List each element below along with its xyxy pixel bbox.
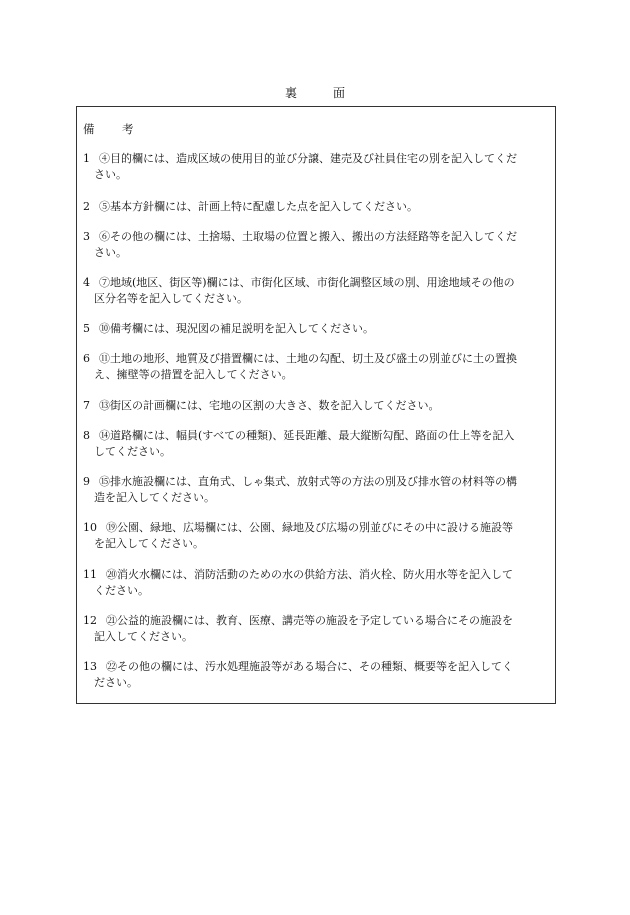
note-text: ⑩備考欄には、現況図の補足説明を記入してください。: [99, 322, 374, 335]
note-number: 11: [83, 568, 97, 581]
note-number: 10: [83, 521, 97, 534]
note-item: [83, 398, 553, 414]
note-text: ⑦地域(地区、街区等)欄には、市街化区域、市街化調整区域の別、用途地域その他の: [99, 276, 515, 289]
note-item: [83, 229, 553, 261]
note-item: [83, 428, 553, 460]
note-text: ⑪土地の地形、地質及び措置欄には、土地の勾配、切土及び盛土の別並びに土の置換: [99, 352, 517, 365]
note-text: ⑬街区の計画欄には、宅地の区割の大きさ、数を記入してください。: [99, 399, 440, 412]
note-text-continued: さい。: [94, 168, 127, 181]
note-item: [83, 199, 553, 215]
page-heading: 裏 面: [284, 86, 357, 100]
note-number: 8: [83, 429, 90, 442]
note-item: [83, 351, 553, 383]
note-text-continued: を記入してください。: [94, 537, 204, 550]
note-item: [83, 275, 553, 307]
note-number: 12: [83, 614, 97, 627]
note-text: ⑳消火水欄には、消防活動のための水の供給方法、消火栓、防火用水等を記入して: [106, 568, 513, 581]
note-item: [83, 659, 553, 691]
note-number: 6: [83, 352, 90, 365]
note-text: ㉒その他の欄には、汚水処理施設等がある場合に、その種類、概要等を記入してく: [106, 660, 513, 673]
note-number: 5: [83, 322, 90, 335]
note-item: [83, 321, 553, 337]
note-number: 2: [83, 200, 90, 213]
note-text-continued: ださい。: [94, 676, 138, 689]
note-number: 13: [83, 660, 97, 673]
note-text: ⑭道路欄には、幅員(すべての種類)、延長距離、最大縦断勾配、路面の仕上等を記入: [99, 429, 515, 442]
note-text-continued: してください。: [94, 445, 171, 458]
note-item: [83, 567, 553, 599]
note-number: 3: [83, 230, 90, 243]
note-number: 7: [83, 399, 90, 412]
note-item: [83, 151, 553, 183]
note-text: ⑥その他の欄には、土捨場、土取場の位置と搬入、搬出の方法経路等を記入してくだ: [99, 230, 517, 243]
notes-heading: 備 考: [83, 122, 142, 136]
note-number: 4: [83, 276, 90, 289]
note-item: [83, 520, 553, 552]
note-text: ④目的欄には、造成区域の使用目的並び分譲、建売及び社員住宅の別を記入してくだ: [99, 152, 517, 165]
note-number: 1: [83, 152, 90, 165]
note-item: [83, 474, 553, 506]
note-text-continued: 記入してください。: [94, 630, 193, 643]
note-text-continued: さい。: [94, 246, 127, 259]
note-text: ⑲公園、緑地、広場欄には、公園、緑地及び広場の別並びにその中に設ける施設等: [106, 521, 513, 534]
notes-box: [76, 106, 556, 704]
note-number: 9: [83, 475, 90, 488]
note-text-continued: 造を記入してください。: [94, 491, 215, 504]
note-text-continued: 区分名等を記入してください。: [94, 292, 248, 305]
note-text-continued: え、擁壁等の措置を記入してください。: [94, 368, 293, 381]
note-text: ⑤基本方針欄には、計画上特に配慮した点を記入してください。: [99, 200, 418, 213]
note-item: [83, 613, 553, 645]
note-text: ⑮排水施設欄には、直角式、しゃ集式、放射式等の方法の別及び排水管の材料等の構: [99, 475, 517, 488]
note-text: ㉑公益的施設欄には、教育、医療、講売等の施設を予定している場合にその施設を: [106, 614, 513, 627]
note-text-continued: ください。: [94, 584, 149, 597]
